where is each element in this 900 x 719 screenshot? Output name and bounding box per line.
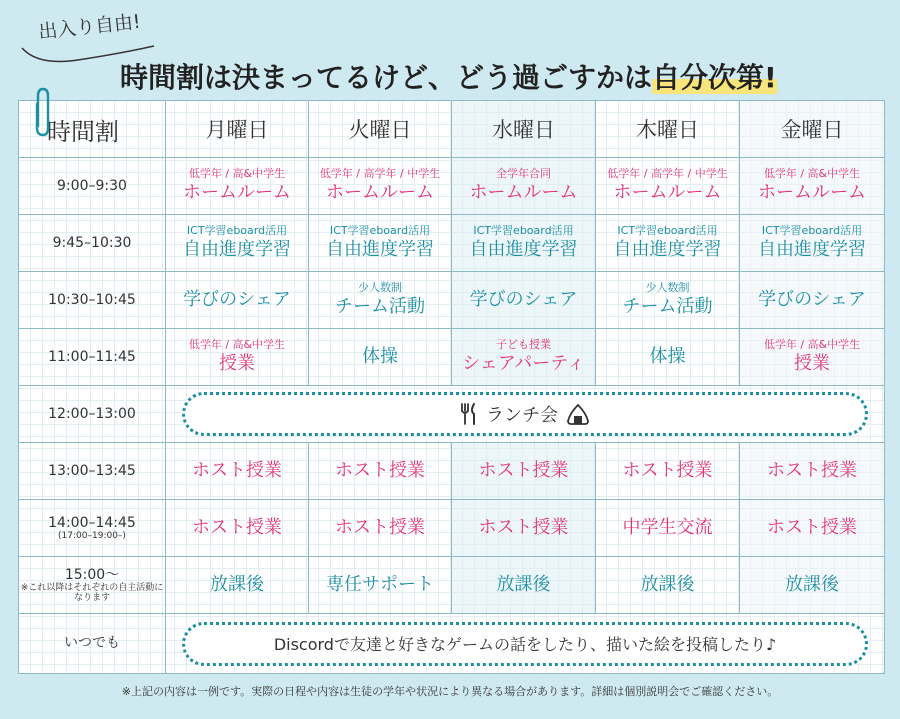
class-cell: [452, 443, 596, 500]
day-header-thu: 木曜日: [596, 101, 740, 158]
class-note: 全学年合同: [496, 167, 551, 181]
class-cell: [452, 215, 596, 272]
class-title: 体操: [649, 346, 686, 368]
class-note: ICT学習eboard活用: [186, 224, 288, 238]
class-title: 自由進度学習: [613, 239, 722, 261]
class-note: 子ども授業: [496, 338, 551, 352]
table-row: [19, 158, 885, 215]
class-cell: [309, 272, 452, 329]
class-title: 放課後: [785, 574, 839, 596]
class-cell: [596, 158, 740, 215]
class-cell: [740, 158, 885, 215]
corner-label: 時間割: [19, 101, 166, 158]
class-title: 自由進度学習: [326, 239, 434, 261]
class-title: ホスト授業: [478, 517, 569, 539]
class-title: 体操: [362, 346, 398, 368]
class-title: ホスト授業: [335, 460, 425, 482]
class-note: 低学年 / 高学年 / 中学生: [607, 167, 728, 181]
class-note: 低学年 / 高&中学生: [763, 338, 861, 352]
header: [0, 0, 900, 100]
anytime-label: Discordで友達と好きなゲームの話をしたり、描いた絵を投稿したり♪: [273, 635, 777, 654]
class-note: ICT学習eboard活用: [473, 224, 574, 238]
time-cell: [19, 443, 166, 500]
class-cell: [166, 557, 309, 614]
class-cell: [740, 500, 885, 557]
class-cell: [166, 272, 309, 329]
lunch-pill: [182, 392, 868, 436]
time-cell: 12:00–13:00: [19, 386, 166, 443]
time-cell: 9:45–10:30: [19, 215, 166, 272]
anytime-row: [19, 614, 885, 674]
class-title: ホスト授業: [192, 517, 282, 539]
class-cell: [740, 272, 885, 329]
class-title: チーム活動: [622, 296, 713, 318]
paperclip-icon: [32, 86, 54, 138]
time-cell: 9:00–9:30: [19, 158, 166, 215]
class-cell: [596, 500, 740, 557]
table-row: [19, 557, 885, 614]
class-cell: [596, 272, 740, 329]
class-title: 放課後: [640, 574, 695, 596]
onigiri-icon: [566, 403, 590, 425]
time-note: (17:00–19:00–): [58, 530, 126, 541]
class-cell: [309, 557, 452, 614]
table-row: [19, 215, 885, 272]
class-title: ホームルーム: [326, 182, 434, 204]
class-title: 授業: [219, 353, 255, 375]
class-title: チーム活動: [335, 296, 425, 318]
class-title: ホスト授業: [767, 517, 857, 539]
class-cell: [166, 329, 309, 386]
class-title: 自由進度学習: [758, 239, 866, 261]
class-cell: [740, 215, 885, 272]
class-cell: [309, 500, 452, 557]
time-cell: [19, 557, 166, 614]
class-title: 中学生交流: [622, 517, 713, 539]
tagline: 出入り自由!: [37, 10, 142, 44]
table-row: [19, 272, 885, 329]
class-note: ICT学習eboard活用: [329, 224, 431, 238]
headline: [120, 56, 777, 96]
lunch-label: ランチ会: [486, 405, 558, 426]
time-cell: [19, 500, 166, 557]
class-cell: [596, 215, 740, 272]
lunch-cell: [166, 386, 885, 443]
class-title: ホスト授業: [622, 460, 713, 482]
time-label: 15:00〜: [64, 566, 120, 583]
headline-highlight: 自分次第: [652, 61, 765, 94]
class-title: 授業: [794, 353, 830, 375]
day-header-tue: 火曜日: [309, 101, 452, 158]
class-cell: [166, 443, 309, 500]
class-cell: [452, 557, 596, 614]
class-cell: [452, 158, 596, 215]
class-title: シェアパーティ: [462, 353, 585, 375]
class-cell: [740, 329, 885, 386]
class-title: 放課後: [210, 574, 264, 596]
class-cell: [596, 557, 740, 614]
class-note: ICT学習eboard活用: [617, 224, 718, 238]
class-title: 自由進度学習: [183, 239, 291, 261]
time-label: 14:00–14:45: [48, 514, 136, 531]
class-note: 少人数制: [358, 281, 402, 295]
time-label: 13:00–13:45: [48, 462, 136, 479]
time-cell: 11:00–11:45: [19, 329, 166, 386]
class-cell: [452, 272, 596, 329]
time-note: ※これ以降はそれぞれの自主活動になります: [20, 582, 164, 604]
day-header-fri: 金曜日: [740, 101, 885, 158]
lunch-row: [19, 386, 885, 443]
class-cell: [740, 557, 885, 614]
class-title: 放課後: [496, 574, 551, 596]
class-note: 低学年 / 高&中学生: [188, 167, 286, 181]
class-cell: [452, 500, 596, 557]
headline-exclaim: !: [764, 61, 777, 94]
table-row: [19, 500, 885, 557]
anytime-cell: [166, 614, 885, 674]
class-title: 学びのシェア: [183, 289, 291, 311]
class-title: ホスト授業: [767, 460, 857, 482]
class-title: ホスト授業: [335, 517, 425, 539]
class-title: ホスト授業: [478, 460, 569, 482]
class-title: 自由進度学習: [469, 239, 578, 261]
class-cell: [166, 215, 309, 272]
class-cell: [596, 443, 740, 500]
table-row: [19, 329, 885, 386]
class-title: 専任サポート: [326, 574, 434, 596]
class-cell: [309, 215, 452, 272]
day-header-wed: 水曜日: [452, 101, 596, 158]
class-note: 低学年 / 高&中学生: [188, 338, 286, 352]
class-title: ホームルーム: [183, 182, 291, 204]
class-title: 学びのシェア: [469, 289, 578, 311]
class-title: 学びのシェア: [758, 289, 866, 311]
class-cell: [740, 443, 885, 500]
headline-text: 時間割は決まってるけど、どう過ごすかは: [120, 61, 653, 94]
day-header-mon: 月曜日: [166, 101, 309, 158]
time-cell: 10:30–10:45: [19, 272, 166, 329]
fork-knife-icon: [460, 403, 478, 425]
class-title: ホスト授業: [192, 460, 282, 482]
class-cell: [166, 158, 309, 215]
table-row: [19, 443, 885, 500]
anytime-pill: [182, 622, 868, 666]
class-note: 低学年 / 高&中学生: [763, 167, 861, 181]
class-title: ホームルーム: [469, 182, 578, 204]
class-cell: [596, 329, 740, 386]
footnote: ※上記の内容は一例です。実際の日程や内容は生徒の学年や状況により異なる場合があります。詳細は個別説明会でご確認ください。: [121, 685, 779, 698]
class-cell: [309, 443, 452, 500]
class-note: 低学年 / 高学年 / 中学生: [319, 167, 441, 181]
time-cell: いつでも: [19, 614, 166, 674]
class-note: ICT学習eboard活用: [761, 224, 863, 238]
class-cell: [309, 158, 452, 215]
class-note: 少人数制: [645, 281, 690, 295]
class-cell: [452, 329, 596, 386]
timetable: [18, 100, 885, 674]
class-title: ホームルーム: [758, 182, 866, 204]
class-title: ホームルーム: [613, 182, 722, 204]
class-cell: [309, 329, 452, 386]
class-cell: [166, 500, 309, 557]
